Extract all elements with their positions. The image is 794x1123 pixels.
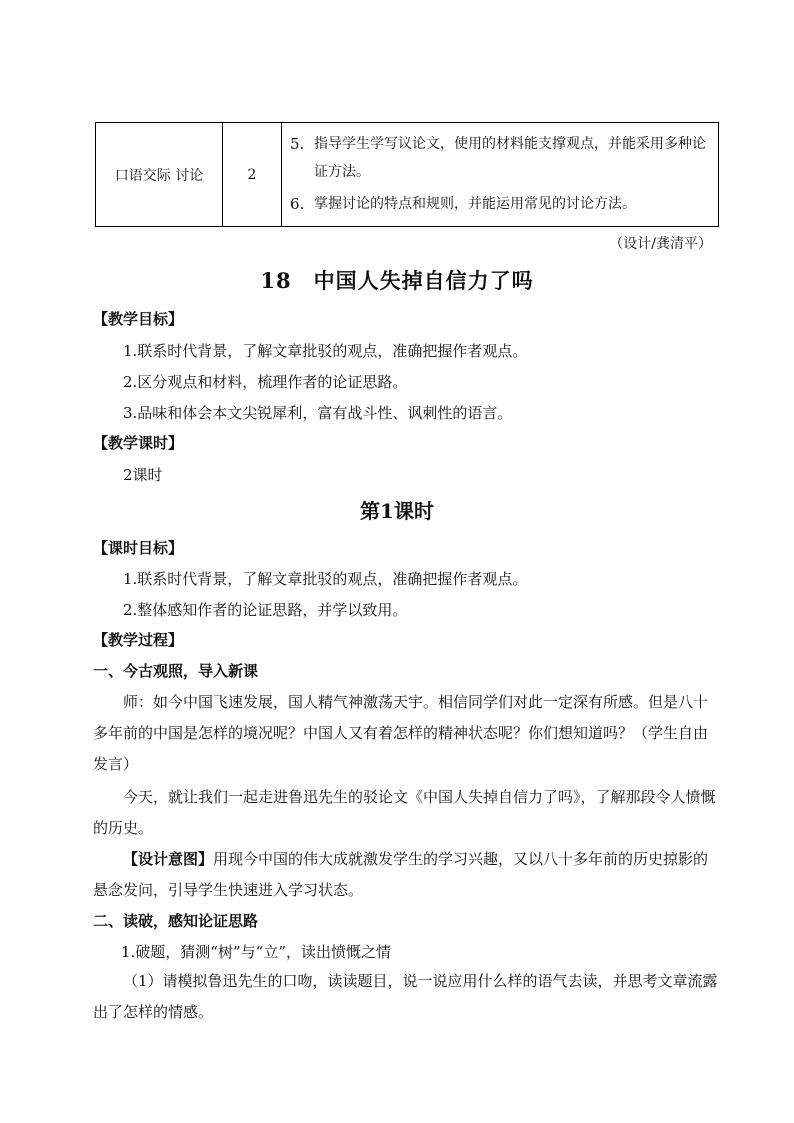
objective-number: 6. — [290, 194, 305, 213]
curriculum-table — [95, 122, 719, 227]
teaching-hours-value: 2课时 — [123, 466, 163, 484]
intro-paragraph: 今天，就让我们一起走进鲁迅先生的驳论文《中国人失掉自信力了吗》，了解那段令人愤慨的历史。 — [93, 788, 716, 837]
teaching-goals-heading: 【教学目标】 — [93, 310, 184, 328]
section-heading: 一、今古观照，导入新课 — [93, 662, 259, 680]
table-row — [96, 123, 719, 227]
teaching-goal-item: 1.联系时代背景，了解文章批驳的观点，准确把握作者观点。 — [123, 342, 528, 360]
design-intent-paragraph — [93, 844, 719, 906]
section-item: 1.破题，猜测“树”与“立”，读出愤慨之情 — [121, 943, 391, 961]
hours-cell: 2 — [223, 123, 282, 227]
section-subitem-paragraph: （1）请模拟鲁迅先生的口吻，读读题目，说一说应用什么样的语气去读，并思考文章流露出了怎样的情感。 — [93, 972, 718, 1021]
teaching-hours-heading: 【教学课时】 — [93, 434, 184, 452]
objective-item — [290, 130, 710, 186]
category-cell: 口语交际 讨论 — [96, 123, 223, 227]
objective-number: 5. — [290, 134, 305, 153]
teaching-goal-item: 2.区分观点和材料，梳理作者的论证思路。 — [123, 373, 408, 391]
process-heading: 【教学过程】 — [93, 631, 184, 649]
period-goal-item: 1.联系时代背景，了解文章批驳的观点，准确把握作者观点。 — [123, 570, 528, 588]
period-goals-heading: 【课时目标】 — [93, 539, 184, 557]
objectives-cell — [282, 123, 719, 227]
design-credit: （设计/龚清平） — [609, 236, 712, 252]
objective-item — [290, 190, 710, 218]
period-title: 第1课时 — [360, 499, 434, 523]
objective-text: 掌握讨论的特点和规则，并能运用常见的讨论方法。 — [314, 195, 636, 212]
intro-paragraph: 师：如今中国飞速发展，国人精气神激荡天宇。相信同学们对此一定深有所感。但是八十多年前的中国是怎样的境况呢？中国人又有着怎样的精神状态呢？你们想知道吗？（学生自由发言） — [93, 693, 709, 773]
section-heading: 二、读破，感知论证思路 — [93, 912, 259, 930]
design-intent-label: 【设计意图】 — [123, 850, 214, 868]
period-goal-item: 2.整体感知作者的论证思路，并学以致用。 — [123, 601, 408, 619]
teaching-goal-item: 3.品味和体会本文尖锐犀利，富有战斗性、讽刺性的语言。 — [123, 404, 513, 422]
lesson-title: 18 中国人失掉自信力了吗 — [260, 268, 534, 293]
design-intent-text: 用现今中国的伟大成就激发学生的学习兴趣，又以八十多年前的历史掠影的悬念发问，引导学生快速进入学习状态。 — [93, 850, 709, 899]
objective-text: 指导学生学写议论文，使用的材料能支撑观点，并能采用多种论证方法。 — [314, 135, 706, 180]
